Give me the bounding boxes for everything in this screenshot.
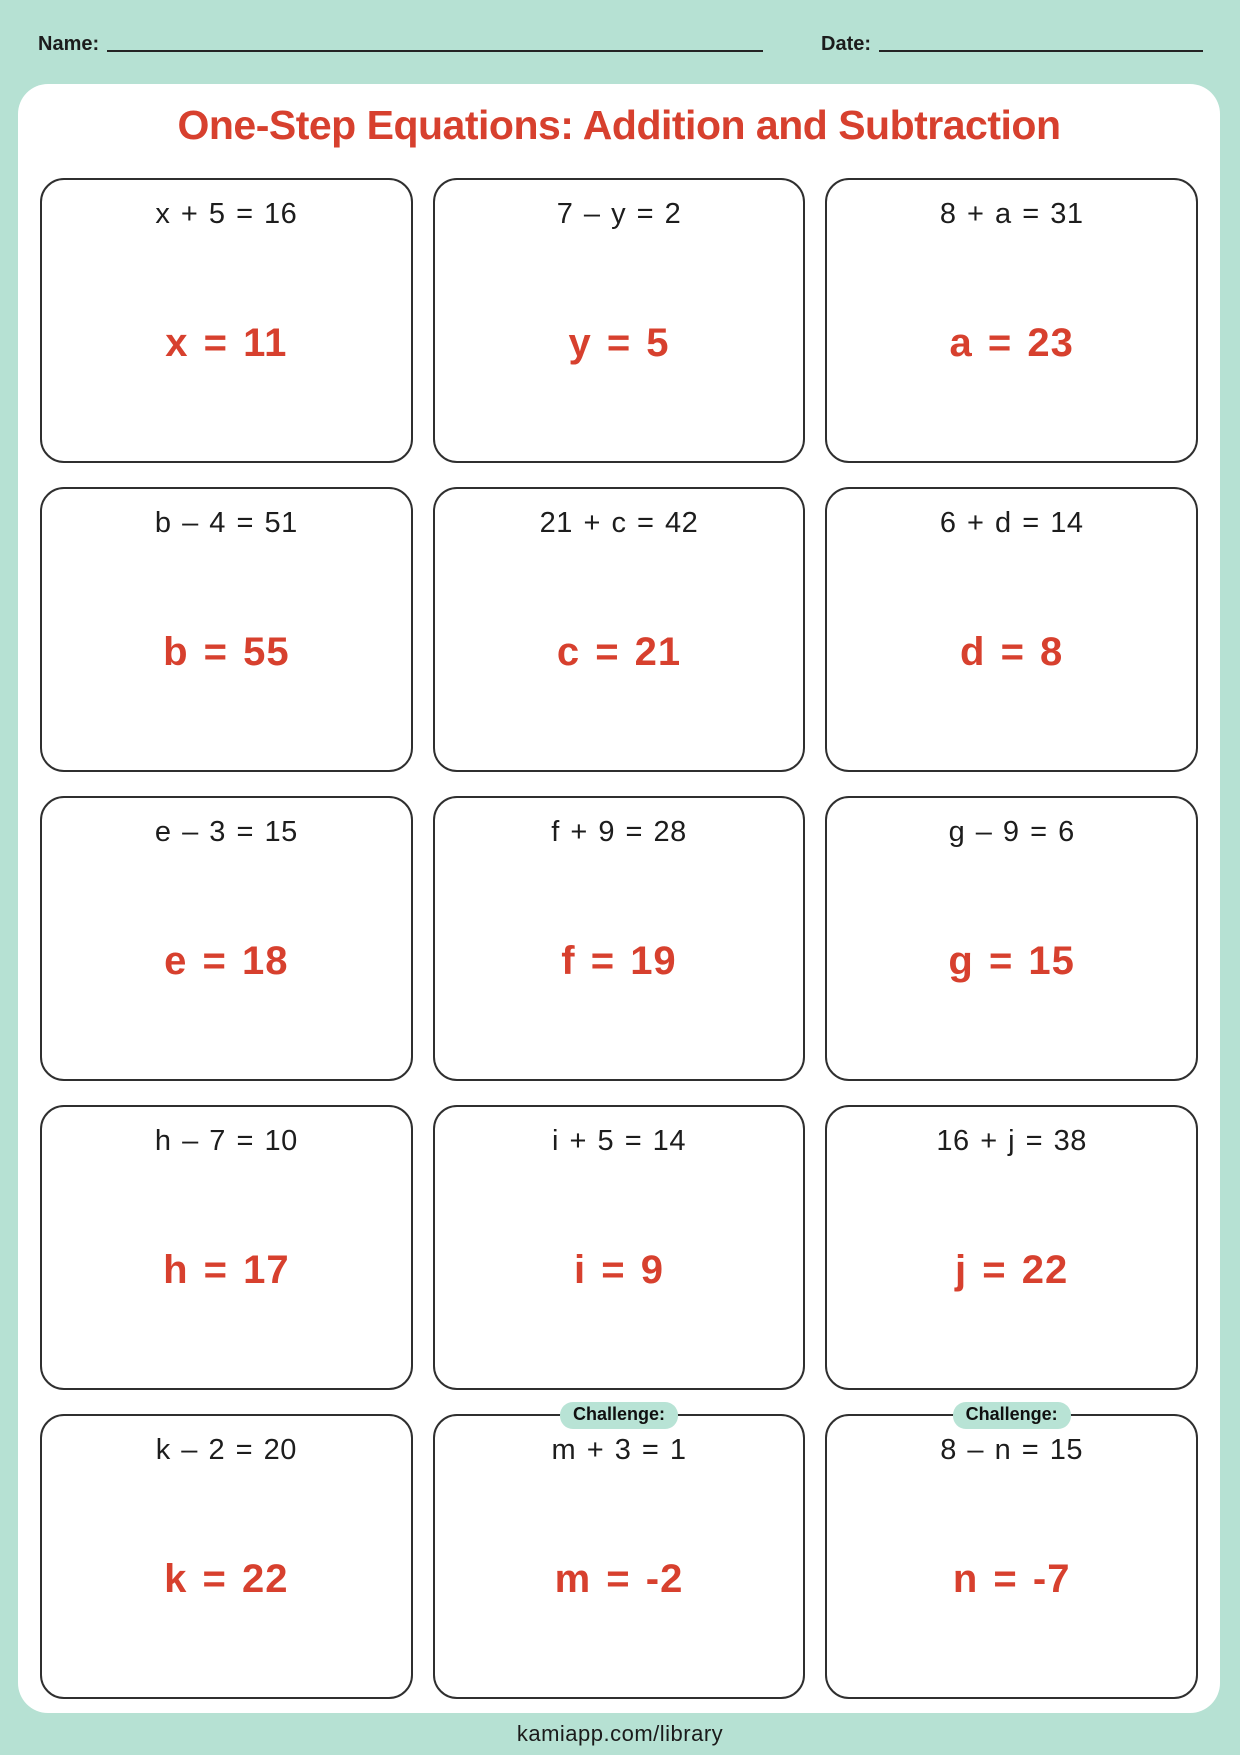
equation-text: 7 – y = 2	[556, 198, 682, 230]
equation-text: m + 3 = 1	[551, 1434, 687, 1466]
equation-text: 8 + a = 31	[939, 198, 1084, 230]
equation-card	[825, 487, 1198, 772]
equation-cards-grid	[40, 178, 1198, 1699]
date-field-group	[821, 34, 1203, 54]
challenge-badge: Challenge:	[953, 1402, 1071, 1429]
answer-text: m = -2	[554, 1557, 684, 1602]
footer-url: kamiapp.com/library	[516, 1721, 724, 1746]
answer-text: e = 18	[164, 939, 289, 984]
equation-card	[433, 178, 806, 463]
worksheet-sheet	[18, 84, 1220, 1713]
answer-text: b = 55	[163, 630, 290, 675]
equation-card	[40, 796, 413, 1081]
equation-text: 8 – n = 15	[940, 1434, 1084, 1466]
equation-text: 21 + c = 42	[539, 507, 699, 539]
equation-text: i + 5 = 14	[552, 1125, 686, 1157]
name-field-group	[38, 34, 763, 54]
equation-text: k – 2 = 20	[155, 1434, 297, 1466]
page-title: One-Step Equations: Addition and Subtraction	[177, 102, 1061, 148]
answer-text: f = 19	[561, 939, 677, 984]
equation-text: 6 + d = 14	[939, 507, 1084, 539]
equation-card	[825, 178, 1198, 463]
header-fields	[38, 34, 1203, 54]
equation-text: f + 9 = 28	[551, 816, 687, 848]
answer-text: n = -7	[952, 1557, 1071, 1602]
equation-card-challenge	[433, 1404, 806, 1699]
equation-card	[825, 1105, 1198, 1390]
answer-text: h = 17	[163, 1248, 290, 1293]
date-label: Date:	[821, 33, 872, 55]
equation-card	[433, 487, 806, 772]
equation-text: 16 + j = 38	[936, 1125, 1087, 1157]
equation-card	[40, 1414, 413, 1699]
answer-text: k = 22	[164, 1557, 289, 1602]
equation-text: x + 5 = 16	[155, 198, 298, 230]
equation-text: e – 3 = 15	[154, 816, 298, 848]
answer-text: a = 23	[949, 321, 1074, 366]
name-write-line	[107, 50, 763, 52]
answer-text: j = 22	[955, 1248, 1069, 1293]
equation-card	[40, 1105, 413, 1390]
equation-text: h – 7 = 10	[154, 1125, 298, 1157]
answer-text: i = 9	[574, 1248, 664, 1293]
answer-text: g = 15	[948, 939, 1075, 984]
answer-text: x = 11	[165, 321, 288, 366]
name-label: Name:	[38, 33, 100, 55]
equation-text: g – 9 = 6	[948, 816, 1075, 848]
answer-text: c = 21	[556, 630, 682, 675]
date-write-line	[879, 50, 1203, 52]
answer-text: y = 5	[568, 321, 670, 366]
equation-card	[433, 796, 806, 1081]
challenge-badge: Challenge:	[560, 1402, 678, 1429]
answer-text: d = 8	[960, 630, 1064, 675]
equation-card-challenge	[825, 1404, 1198, 1699]
equation-text: b – 4 = 51	[154, 507, 298, 539]
equation-card	[40, 487, 413, 772]
equation-card	[825, 796, 1198, 1081]
equation-card	[40, 178, 413, 463]
equation-card	[433, 1105, 806, 1390]
